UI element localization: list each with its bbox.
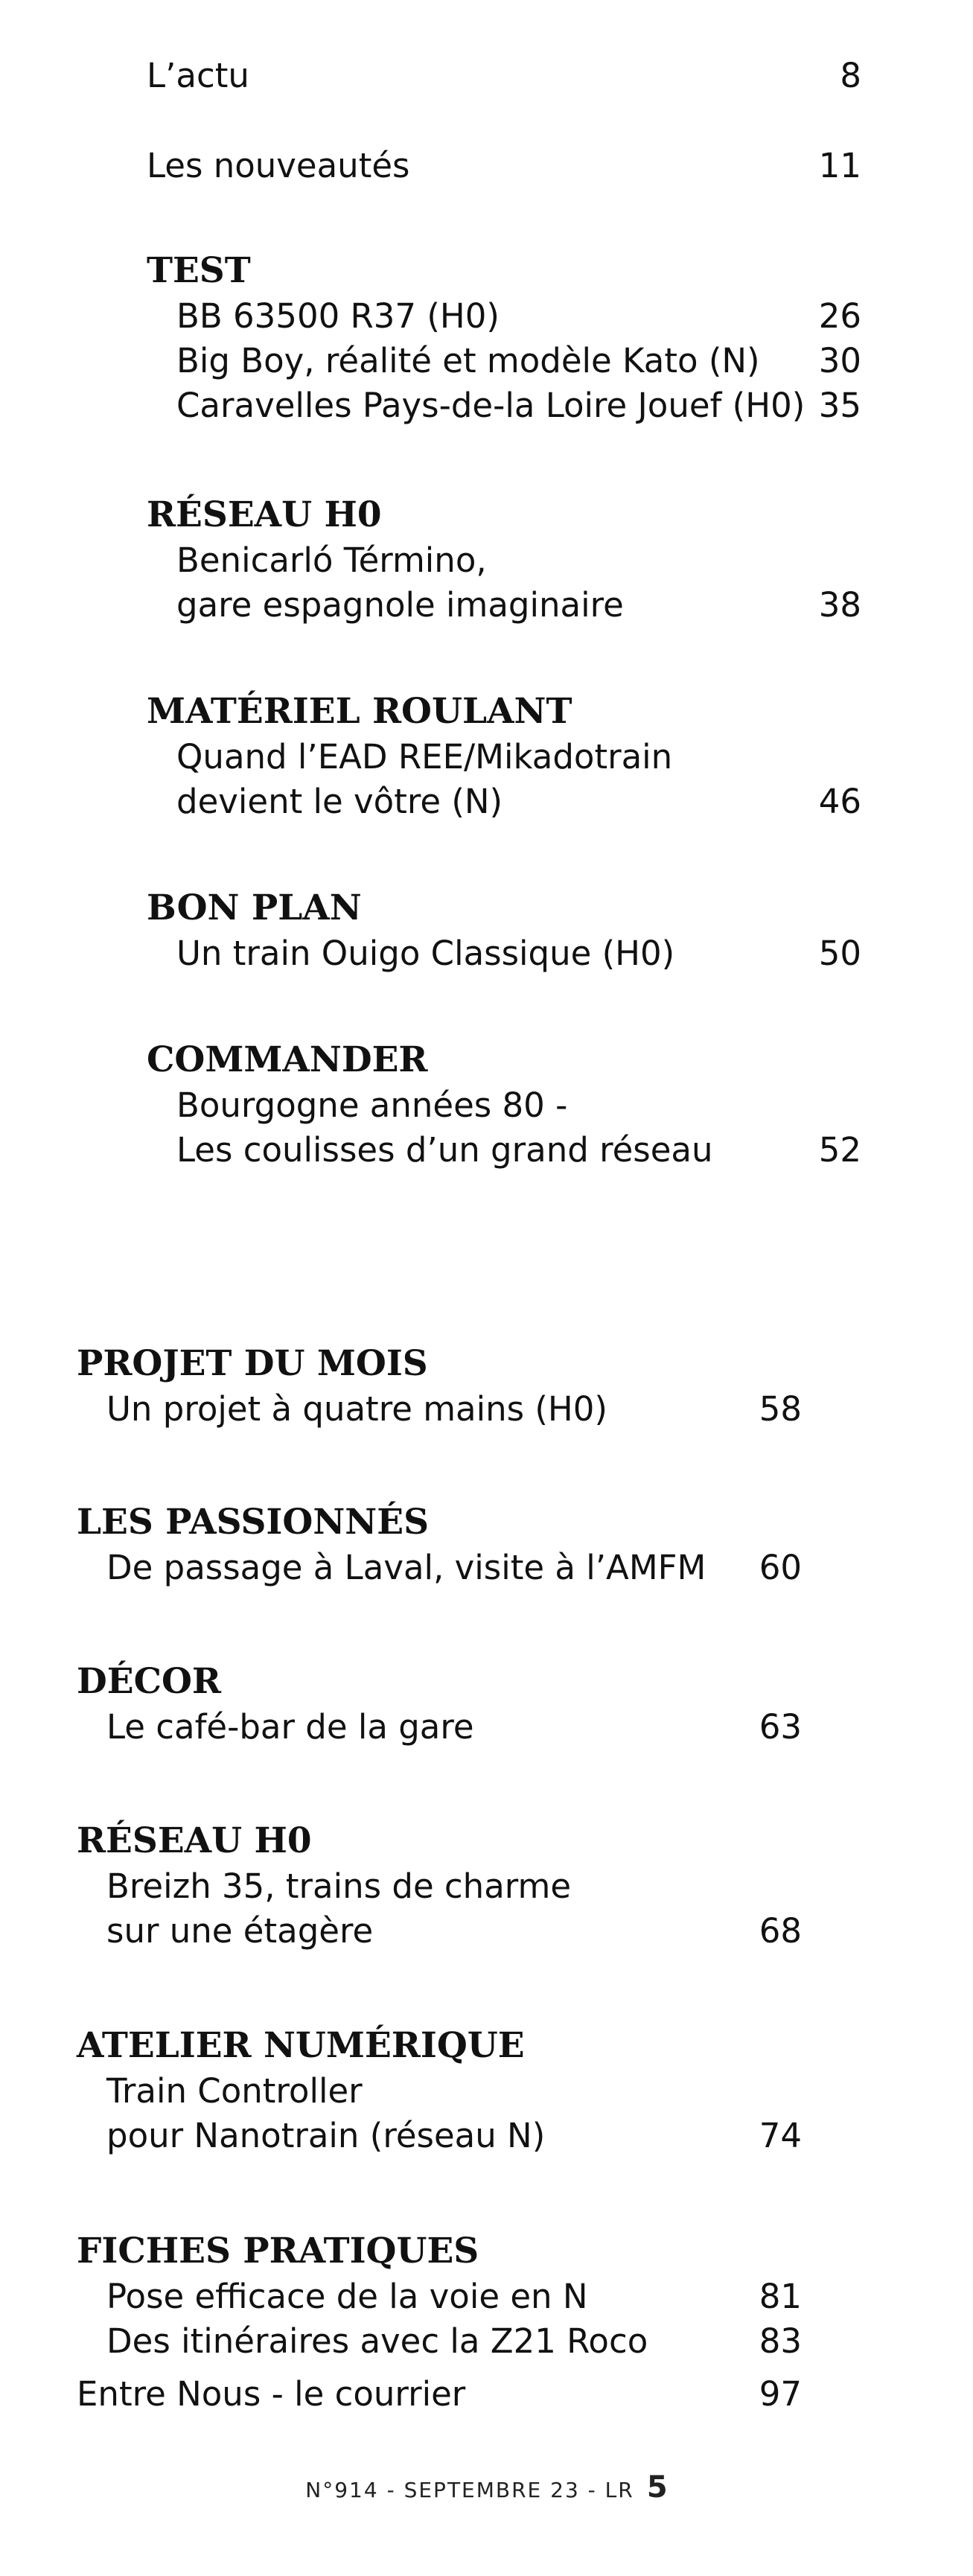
toc-entry-title: Entre Nous - le courrier <box>77 2374 466 2414</box>
toc-row <box>77 2372 821 2417</box>
toc-row <box>147 54 891 98</box>
toc-section-commander <box>147 1037 891 1173</box>
toc-section-fiches-pratiques <box>77 2228 821 2364</box>
toc-row <box>77 1546 821 1590</box>
toc-entry-title: Un projet à quatre mains (H0) <box>106 1389 607 1429</box>
toc-page-number: 8 <box>840 56 861 95</box>
toc-row <box>77 1387 821 1432</box>
toc-entry-title: Quand l’EAD REE/Mikadotrain <box>176 737 673 777</box>
toc-page-number: 46 <box>818 782 861 821</box>
toc-row <box>147 294 891 339</box>
toc-row <box>147 339 891 383</box>
toc-row <box>147 383 891 428</box>
section-heading: BON PLAN <box>147 887 362 928</box>
toc-page-number: 26 <box>818 296 861 336</box>
toc-entry-title: L’actu <box>147 56 249 95</box>
toc-row <box>147 538 891 583</box>
toc-entry-title-line: pour Nanotrain (réseau N) <box>106 2116 546 2155</box>
toc-entry-title-line: sur une étagère <box>106 1911 374 1951</box>
toc-entry-title: Benicarló Término, <box>176 541 487 580</box>
toc-page-number: 38 <box>818 585 861 625</box>
section-heading: COMMANDER <box>147 1039 428 1080</box>
toc-entry-title-line: gare espagnole imaginaire <box>176 585 624 625</box>
toc-entry-entre-nous <box>77 2372 821 2417</box>
toc-section-decor <box>77 1659 821 1750</box>
section-heading: FICHES PRATIQUES <box>77 2231 479 2271</box>
toc-entry-title: Un train Ouigo Classique (H0) <box>176 934 675 973</box>
toc-row <box>77 2274 821 2319</box>
toc-page-number: 30 <box>818 341 861 380</box>
toc-entry-title: Big Boy, réalité et modèle Kato (N) <box>176 341 760 380</box>
toc-section-reseau-h0 <box>147 492 891 628</box>
section-heading: LES PASSIONNÉS <box>77 1502 430 1543</box>
toc-section-test <box>147 248 891 428</box>
toc-page-number: 68 <box>759 1911 802 1951</box>
toc-row <box>147 735 891 780</box>
section-heading: RÉSEAU H0 <box>77 1820 312 1861</box>
toc-row <box>77 1705 821 1750</box>
toc-page-number: 97 <box>759 2374 802 2414</box>
toc-entry-title-line: devient le vôtre (N) <box>176 782 503 821</box>
toc-section-les-passionnes <box>77 1499 821 1590</box>
toc-row <box>147 780 891 824</box>
footer-issue-info: N°914 - SEPTEMBRE 23 - LR <box>305 2478 634 2502</box>
section-heading: ATELIER NUMÉRIQUE <box>77 2025 525 2066</box>
toc-page-number: 83 <box>759 2321 802 2361</box>
toc-entry-title-line: Les coulisses d’un grand réseau <box>176 1130 713 1170</box>
toc-section-materiel-roulant <box>147 689 891 824</box>
toc-entry-title: Le café-bar de la gare <box>106 1707 474 1747</box>
footer-page-number: 5 <box>646 2470 668 2505</box>
toc-entry-title: Train Controller <box>106 2071 363 2111</box>
toc-row <box>147 1128 891 1173</box>
toc-entry-title: Pose efficace de la voie en N <box>106 2277 588 2316</box>
toc-section-atelier-numerique <box>77 2023 821 2158</box>
toc-entry-title: De passage à Laval, visite à l’AMFM <box>106 1548 706 1587</box>
section-heading: PROJET DU MOIS <box>77 1343 428 1384</box>
toc-page-number: 63 <box>759 1707 802 1747</box>
toc-entry-title: BB 63500 R37 (H0) <box>176 296 500 336</box>
toc-section-reseau-h0-2 <box>77 1818 821 1954</box>
toc-entry-title: Des itinéraires avec la Z21 Roco <box>106 2321 648 2361</box>
toc-page-number: 52 <box>818 1130 861 1170</box>
toc-page-number: 60 <box>759 1548 802 1587</box>
toc-section-bon-plan <box>147 885 891 976</box>
toc-row <box>77 1909 821 1954</box>
section-heading: MATÉRIEL ROULANT <box>147 691 572 732</box>
toc-section-projet-du-mois <box>77 1341 821 1432</box>
toc-row <box>147 1083 891 1128</box>
toc-entry-title: Bourgogne années 80 - <box>176 1085 568 1125</box>
toc-page-number: 81 <box>759 2277 802 2316</box>
toc-row <box>77 2319 821 2364</box>
page-footer <box>0 2470 973 2505</box>
toc-page-number: 35 <box>818 386 861 425</box>
toc-row <box>77 2069 821 2114</box>
section-heading: RÉSEAU H0 <box>147 494 382 535</box>
toc-page-number: 11 <box>818 146 861 185</box>
toc-row <box>77 1864 821 1909</box>
toc-page-number: 58 <box>759 1389 802 1429</box>
toc-entry-lactu <box>147 54 891 98</box>
toc-entry-title: Caravelles Pays-de-la Loire Jouef (H0) <box>176 386 805 425</box>
toc-page-number: 50 <box>818 934 861 973</box>
toc-entry-title: Les nouveautés <box>147 146 410 185</box>
toc-row <box>147 931 891 976</box>
toc-entry-title: Breizh 35, trains de charme <box>106 1866 572 1906</box>
toc-entry-nouveautes <box>147 144 891 188</box>
toc-page-number: 74 <box>759 2116 802 2155</box>
toc-row <box>147 583 891 628</box>
toc-row <box>77 2114 821 2158</box>
section-heading: DÉCOR <box>77 1661 221 1702</box>
section-heading: TEST <box>147 250 251 291</box>
toc-row <box>147 144 891 188</box>
